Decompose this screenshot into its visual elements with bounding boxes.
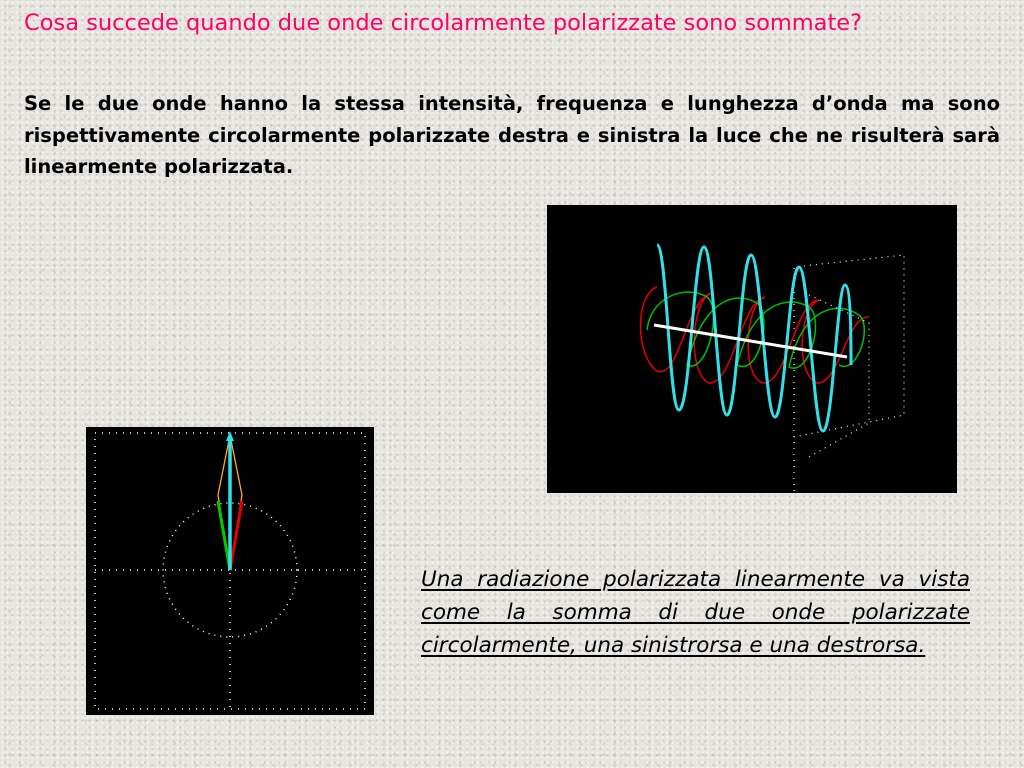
left-circular-vector: [218, 501, 230, 570]
slide-title: Cosa succede quando due onde circolarmente polarizzate sono sommate?: [24, 10, 863, 36]
slide-body-text: Se le due onde hanno la stessa intensità, frequenza e lunghezza d’onda ma sono rispettivamente circolarmente polarizzate destra e sinistra la luce che ne risulterà sarà linearmente polarizzata.: [24, 92, 1000, 178]
figure-caption: Una radiazione polarizzata linearmente va vista come la somma di due onde polarizzate circolarmente, una sinistrorsa e una destrorsa.: [421, 567, 970, 658]
right-circular-vector: [230, 501, 242, 570]
resultant-arrowhead: [226, 431, 234, 441]
cyan-linear-wave: [657, 245, 851, 431]
helix-wave-figure: [547, 205, 957, 493]
phasor-diagram-figure: [86, 427, 374, 715]
